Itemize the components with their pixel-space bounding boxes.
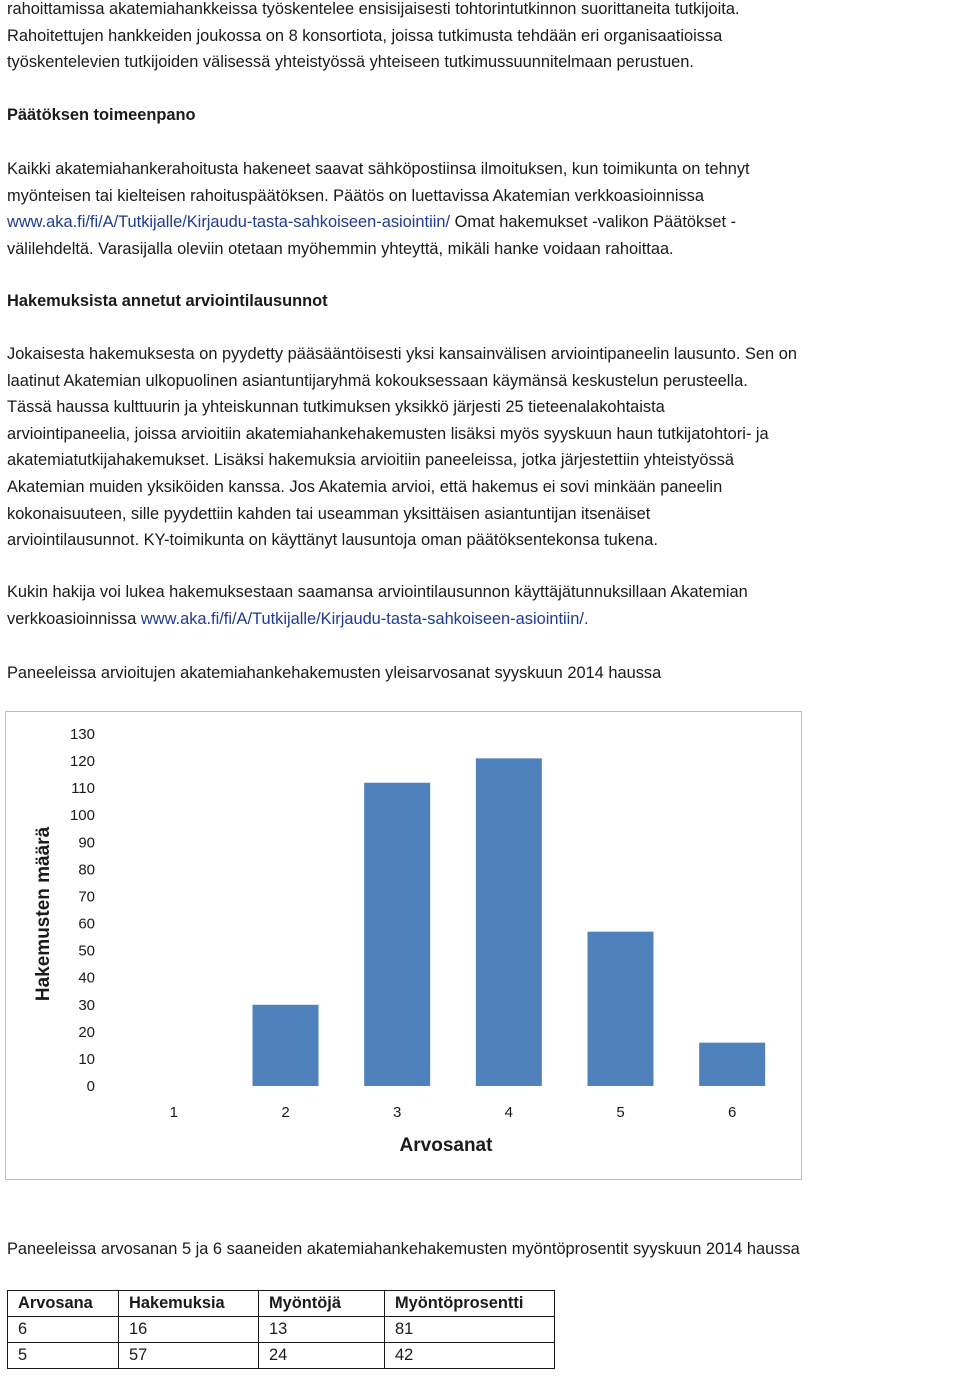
bar-grade-3 xyxy=(364,783,430,1086)
asiointi-link[interactable]: www.aka.fi/fi/A/Tutkijalle/Kirjaudu-tasta-sahkoiseen-asiointiin/ xyxy=(7,213,451,232)
x-tick-label: 3 xyxy=(392,1104,402,1121)
lausunnot-line: akatemiatutkijahakemukset. Lisäksi hakemuksia arvioitiin paneeleissa, jotka järjestettiin yhteistyössä xyxy=(7,451,734,470)
y-tick-label: 110 xyxy=(71,780,95,798)
intro-line: Rahoitettujen hankkeiden joukossa on 8 konsortiota, joissa tutkimusta tehdään eri organisaatioissa xyxy=(7,26,723,45)
table-row xyxy=(8,1343,555,1369)
lausunnot-line: Akatemian muiden yksiköiden kanssa. Jos Akatemia arvioi, että hakemus ei sovi minkään paneelin xyxy=(7,477,723,496)
table-header-cell: Myöntöjä xyxy=(259,1291,385,1317)
bar-chart xyxy=(5,711,802,1180)
table-row xyxy=(8,1317,555,1343)
y-tick-label: 90 xyxy=(78,834,95,852)
bar-grade-5 xyxy=(588,932,654,1086)
section-heading-lausunnot: Hakemuksista annetut arviointilausunnot xyxy=(7,292,328,310)
y-tick-label: 70 xyxy=(78,888,95,906)
lausunnot-line: Tässä haussa kulttuurin ja yhteiskunnan tutkimuksen yksikkö järjesti 25 tieteenalakohtaista xyxy=(7,398,665,417)
x-tick-label: 4 xyxy=(504,1104,514,1121)
y-tick-label: 10 xyxy=(78,1050,95,1068)
y-tick-label: 100 xyxy=(69,807,95,825)
table-cell: 24 xyxy=(259,1343,385,1369)
kukin-line: Kukin hakija voi lukea hakemuksestaan saamansa arviointilausunnon käyttäjätunnuksillaan Akatemian xyxy=(7,583,748,601)
y-tick-label: 20 xyxy=(78,1023,95,1041)
y-tick-label: 80 xyxy=(78,861,95,879)
table-header-cell: Arvosana xyxy=(8,1291,119,1317)
kukin-paragraph xyxy=(7,579,748,632)
table-cell: 6 xyxy=(8,1317,119,1343)
chart-caption: Paneeleissa arvioitujen akatemiahankehakemusten yleisarvosanat syyskuun 2014 haussa xyxy=(7,664,662,682)
table-cell: 5 xyxy=(8,1343,119,1369)
grade-table xyxy=(7,1290,555,1369)
paatos-line-rest: Omat hakemukset -valikon Päätökset - xyxy=(450,213,737,232)
paatos-line: välilehdeltä. Varasijalla oleviin otetaan myöhemmin yhteyttä, mikäli hanke voidaan rahoittaa. xyxy=(7,239,674,258)
y-tick-label: 40 xyxy=(78,969,95,987)
y-tick-label: 120 xyxy=(69,753,95,771)
lausunnot-line: Jokaisesta hakemuksesta on pyydetty pääsääntöisesti yksi kansainvälisen arviointipaneelin lausunto. Sen on xyxy=(7,345,797,363)
table-header-row xyxy=(8,1291,555,1317)
y-tick-label: 0 xyxy=(86,1078,95,1095)
y-tick-label: 130 xyxy=(69,726,95,743)
table-cell: 42 xyxy=(385,1343,555,1369)
asiointi-link-2[interactable]: www.aka.fi/fi/A/Tutkijalle/Kirjaudu-tasta-sahkoiseen-asiointiin/. xyxy=(140,609,589,628)
table-cell: 81 xyxy=(385,1317,555,1343)
x-tick-label: 2 xyxy=(281,1104,290,1121)
bar-grade-4 xyxy=(476,758,542,1086)
lausunnot-line: kokonaisuuteen, sille pyydettiin kahden tai useamman yksittäisen asiantuntijan itsenäiset xyxy=(7,504,651,523)
intro-line: rahoittamissa akatemiahankkeissa työskentelee ensisijaisesti tohtorintutkinnon suorittaneita tutkijoita. xyxy=(7,0,740,18)
kukin-line xyxy=(7,606,748,633)
y-tick-label: 30 xyxy=(78,996,95,1014)
x-tick-label: 5 xyxy=(616,1104,625,1121)
intro-paragraph xyxy=(7,0,740,76)
kukin-line-prefix: verkkoasioinnissa xyxy=(7,609,141,628)
table-cell: 57 xyxy=(119,1343,259,1369)
table-cell: 13 xyxy=(259,1317,385,1343)
lausunnot-line: arviointipaneelia, joissa arvioitiin akatemiahankehakemusten lisäksi myös syyskuun haun tutkijatohtori- ja xyxy=(7,424,769,443)
lausunnot-line: laatinut Akatemian ulkopuolinen asiantuntijaryhmä kokouksessaan käymänsä keskustelun perusteella. xyxy=(7,371,748,390)
y-tick-label: 50 xyxy=(78,942,95,960)
paatos-line xyxy=(7,209,750,236)
section-heading-paatos: Päätöksen toimeenpano xyxy=(7,106,196,124)
lausunnot-line: arviointilausunnot. KY-toimikunta on käyttänyt lausuntoja oman päätöksentekonsa tukena. xyxy=(7,531,658,550)
paatos-line: myönteisen tai kielteisen rahoituspäätöksen. Päätös on luettavissa Akatemian verkkoasioinnissa xyxy=(7,186,704,205)
table-cell: 16 xyxy=(119,1317,259,1343)
paatos-paragraph xyxy=(7,156,750,262)
lausunnot-paragraph xyxy=(7,341,797,554)
bar-grade-2 xyxy=(253,1005,319,1086)
x-axis-title: Arvosanat xyxy=(399,1135,493,1156)
paatos-line: Kaikki akatemiahankerahoitusta hakeneet saavat sähköpostiinsa ilmoituksen, kun toimikunta on tehnyt xyxy=(7,160,750,178)
table-caption: Paneeleissa arvosanan 5 ja 6 saaneiden akatemiahankehakemusten myöntöprosentit syyskuun 2014 haussa xyxy=(7,1240,800,1258)
bar-grade-6 xyxy=(699,1043,765,1086)
y-tick-label: 60 xyxy=(78,915,95,933)
y-axis-title: Hakemusten määrä xyxy=(33,826,54,1002)
bar-chart-svg xyxy=(6,712,801,1179)
table-header-cell: Myöntöprosentti xyxy=(385,1291,555,1317)
intro-line: työskentelevien tutkijoiden välisessä yhteistyössä yhteiseen tutkimussuunnitelmaan perustuen. xyxy=(7,53,694,72)
table-header-cell: Hakemuksia xyxy=(119,1291,259,1317)
x-tick-label: 1 xyxy=(169,1104,179,1121)
x-tick-label: 6 xyxy=(727,1104,737,1121)
